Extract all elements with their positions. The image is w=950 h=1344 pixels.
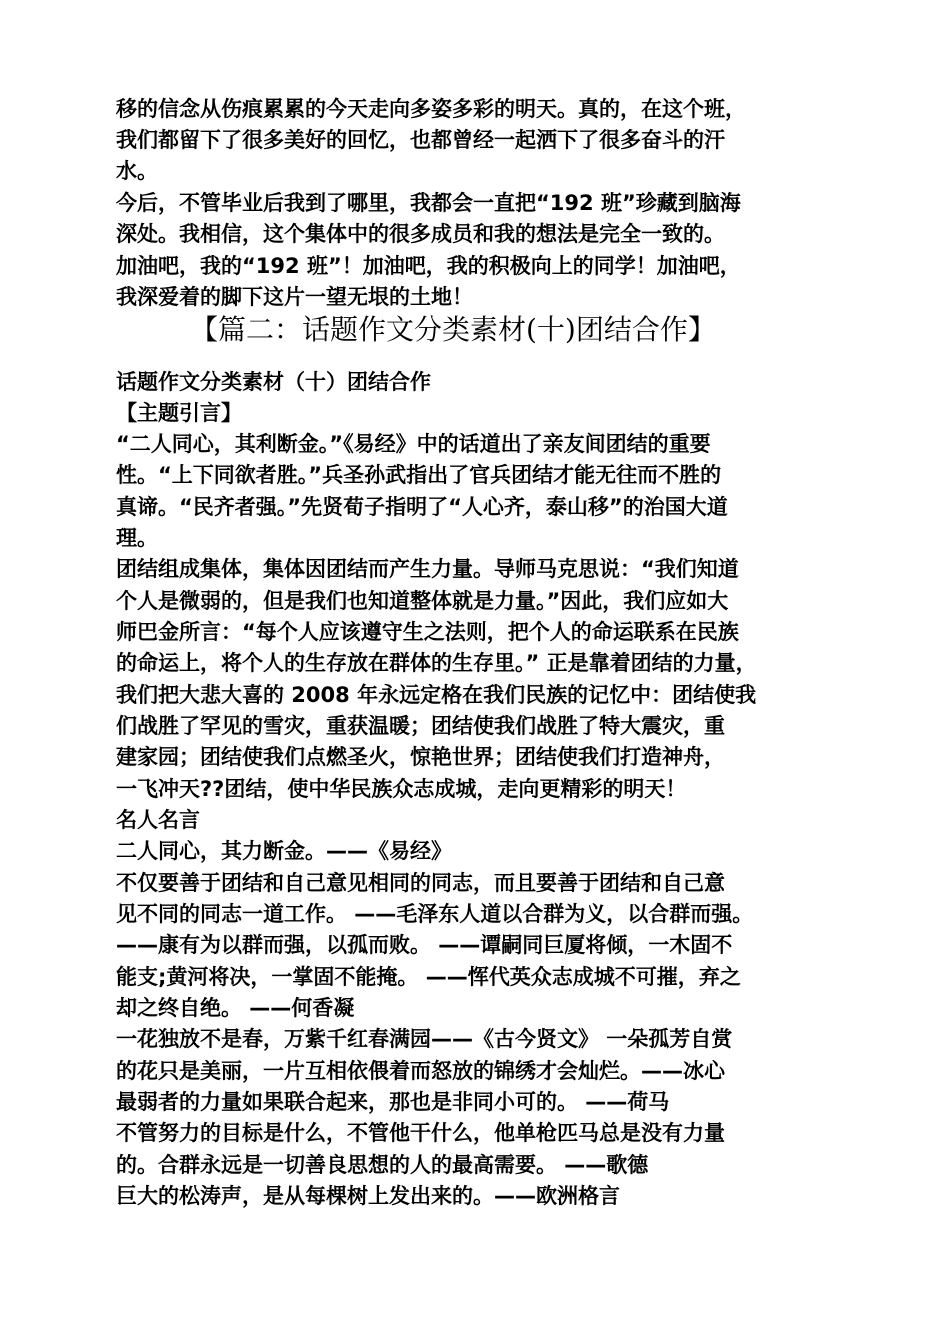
paragraph-line: 加油吧，我的“192 班”！加油吧，我的积极向上的同学！加油吧， [116, 254, 741, 278]
paragraph-line: 今后，不管毕业后我到了哪里，我都会一直把“192 班”珍藏到脑海 [116, 191, 741, 215]
paragraph-line: 见不同的同志一道工作。 ——毛泽东人道以合群为义，以合群而强。 [116, 902, 754, 926]
paragraph-line: 理。 [116, 526, 158, 550]
paragraph-line: 移的信念从伤痕累累的今天走向多姿多彩的明天。真的，在这个班， [116, 97, 746, 121]
paragraph-line: 的。合群永远是一切善良思想的人的最高需要。 ——歌德 [116, 1153, 649, 1177]
subtitle: 话题作文分类素材（十）团结合作 [116, 370, 431, 394]
paragraph-line: “二人同心，其利断金。”《易经》中的话道出了亲友间团结的重要 [116, 432, 711, 456]
section-heading: 【篇二：话题作文分类素材(十)团结合作】 [190, 313, 716, 346]
paragraph-line: 性。“上下同欲者胜。”兵圣孙武指出了官兵团结才能无往而不胜的 [116, 463, 722, 487]
paragraph-line: 能支;黄河将决，一掌固不能掩。 ——恽代英众志成城不可摧，弃之 [116, 965, 741, 989]
paragraph-line: 却之终自绝。 ——何香凝 [116, 996, 355, 1020]
paragraph-line: 一飞冲天??团结，使中华民族众志成城，走向更精彩的明天！ [116, 777, 687, 801]
paragraph-line: 师巴金所言：“每个人应该遵守生之法则，把个人的命运联系在民族 [116, 620, 739, 644]
paragraph-line: 的命运上，将个人的生存放在群体的生存里。” 正是靠着团结的力量， [116, 651, 757, 675]
paragraph-line: 我们都留下了很多美好的回忆，也都曾经一起洒下了很多奋斗的汗 [116, 128, 725, 152]
theme-intro-label: 【主题引言】 [116, 401, 242, 425]
paragraph-line: 真谛。“民齐者强。”先贤荀子指明了“人心齐，泰山移”的治国大道 [116, 495, 728, 519]
paragraph-line: 的花只是美丽，一片互相依偎着而怒放的锦绣才会灿烂。——冰心 [116, 1059, 725, 1083]
paragraph-line: 个人是微弱的，但是我们也知道整体就是力量。”因此，我们应如大 [116, 589, 729, 613]
paragraph-line: 二人同心，其力断金。——《易经》 [116, 839, 452, 863]
paragraph-line: 建家园；团结使我们点燃圣火，惊艳世界；团结使我们打造神舟， [116, 745, 725, 769]
paragraph-line: 不管努力的目标是什么，不管他干什么，他单枪匹马总是没有力量 [116, 1121, 725, 1145]
paragraph-line: 深处。我相信，这个集体中的很多成员和我的想法是完全一致的。 [116, 222, 725, 246]
paragraph-line: 团结组成集体，集体因团结而产生力量。导师马克思说：“我们知道 [116, 557, 739, 581]
paragraph-line: 水。 [116, 159, 158, 183]
paragraph-line: ——康有为以群而强，以孤而败。 ——谭嗣同巨厦将倾，一木固不 [116, 933, 733, 957]
quotes-label: 名人名言 [116, 808, 200, 832]
paragraph-line: 最弱者的力量如果联合起来，那也是非同小可的。 ——荷马 [116, 1090, 670, 1114]
paragraph-line: 我们把大悲大喜的 2008 年永远定格在我们民族的记忆中：团结使我 [116, 683, 757, 707]
paragraph-line: 巨大的松涛声，是从每棵树上发出来的。——欧洲格言 [116, 1184, 620, 1208]
paragraph-line: 一花独放不是春，万紫千红春满园——《古今贤文》 一朵孤芳自赏 [116, 1027, 733, 1051]
paragraph-line: 不仅要善于团结和自己意见相同的同志，而且要善于团结和自己意 [116, 871, 725, 895]
paragraph-line: 我深爱着的脚下这片一望无垠的土地！ [116, 285, 473, 309]
paragraph-line: 们战胜了罕见的雪灾，重获温暖；团结使我们战胜了特大震灾，重 [116, 714, 725, 738]
